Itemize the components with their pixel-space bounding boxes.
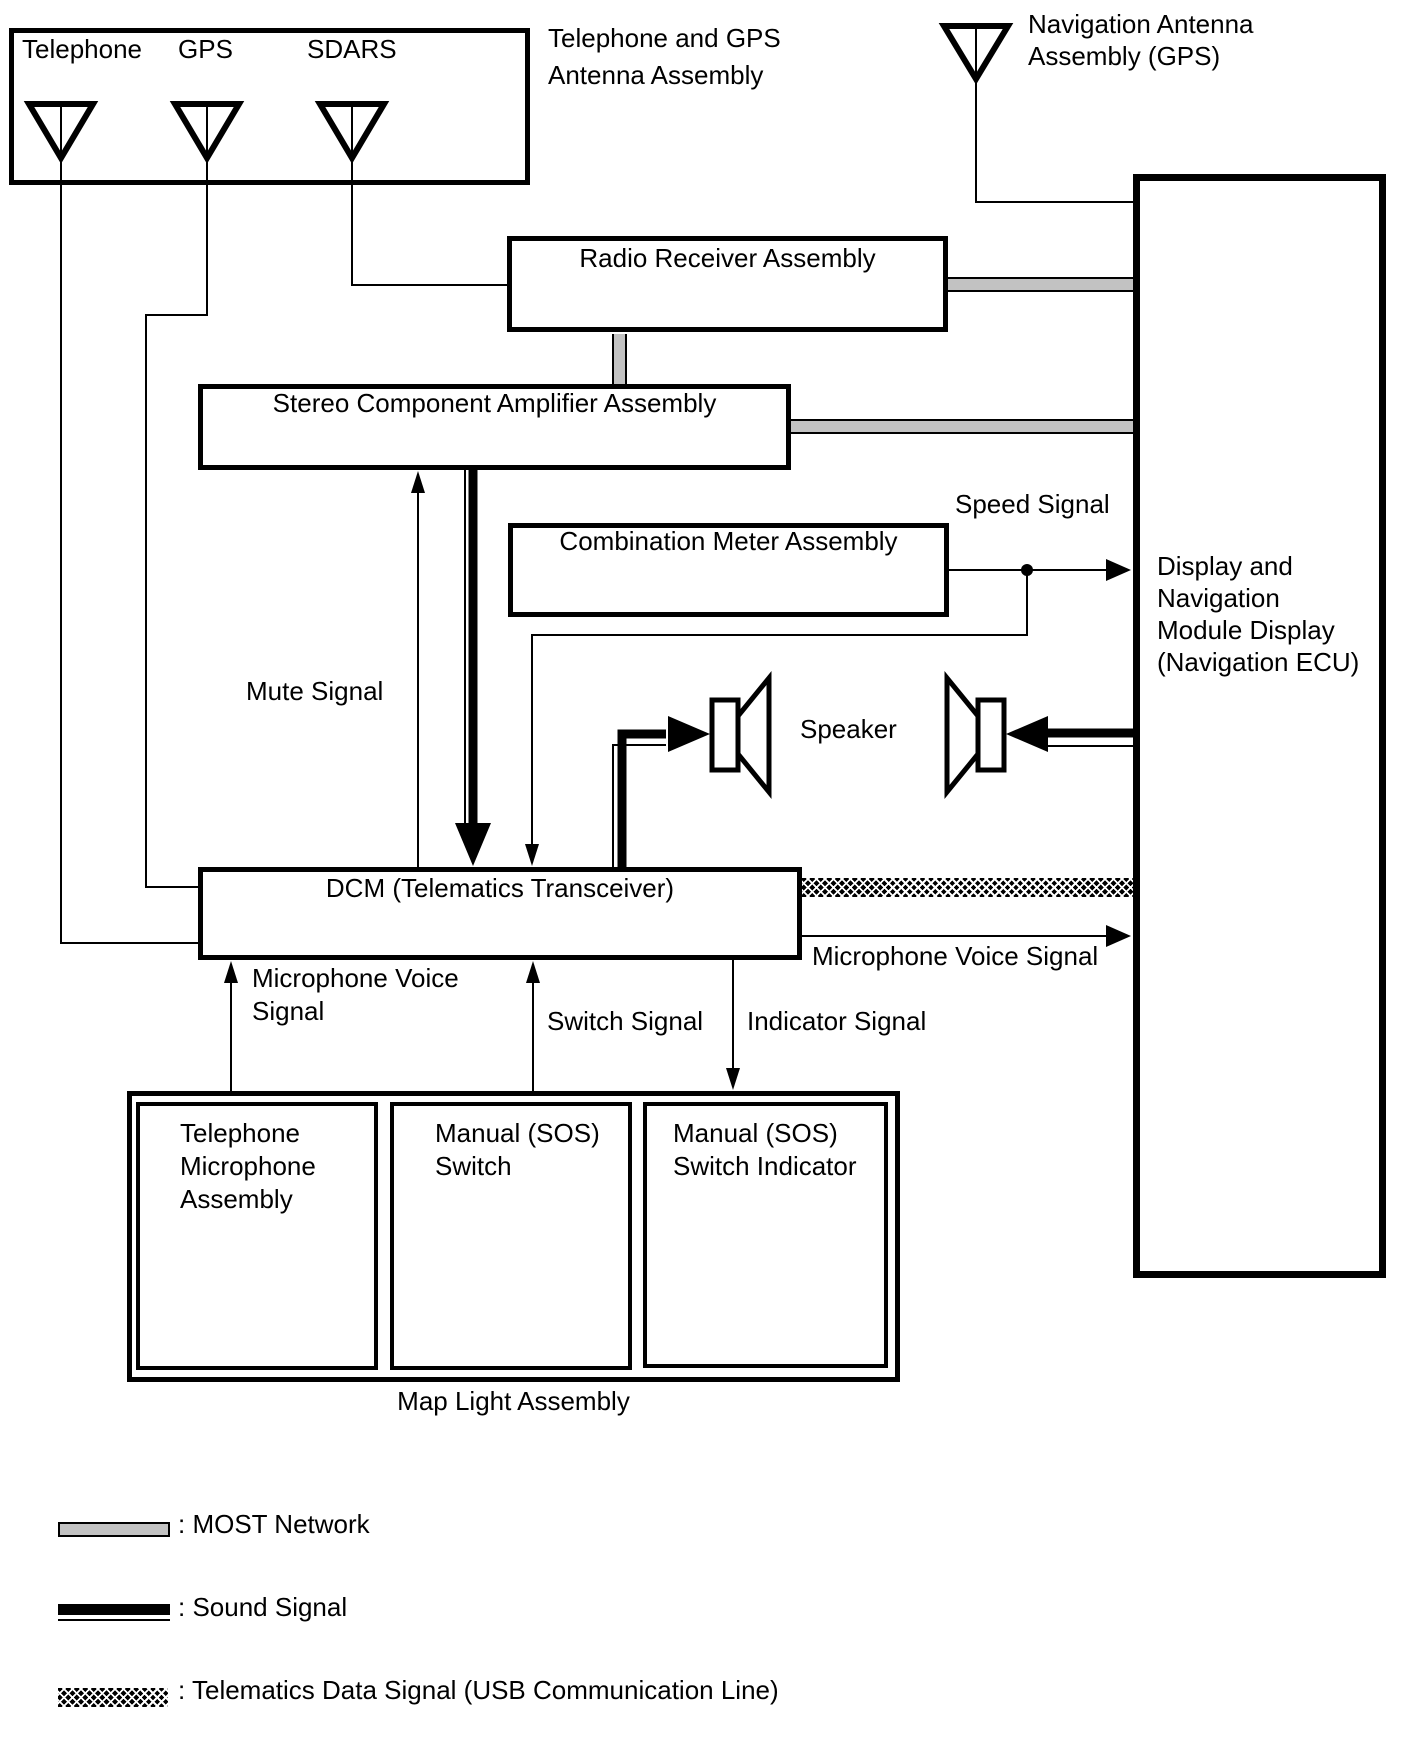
legend-most-swatch — [58, 1522, 170, 1537]
mic-voice-left-label-line2: Signal — [252, 996, 325, 1026]
right-speaker-cone-icon — [947, 678, 978, 792]
stereo-amplifier-title: Stereo Component Amplifier Assembly — [272, 388, 717, 418]
telephone-microphone-label — [180, 1117, 316, 1216]
navigation-antenna-caption-line2: Assembly (GPS) — [1028, 41, 1221, 71]
left-speaker-cone-icon — [738, 678, 769, 792]
navigation-ecu-title-line2: Navigation — [1157, 583, 1280, 613]
navigation-ecu-title-line4: (Navigation ECU) — [1157, 647, 1360, 677]
sound-dcm-speaker-thick-line — [622, 734, 666, 867]
navigation-antenna-caption — [1028, 8, 1254, 72]
antenna-assembly-caption-line2: Antenna Assembly — [548, 60, 764, 90]
legend-most-label: : MOST Network — [178, 1509, 370, 1539]
speaker-label: Speaker — [800, 714, 897, 744]
gps-antenna-label: GPS — [178, 34, 233, 64]
navigation-ecu-title-line3: Module Display — [1157, 615, 1335, 645]
antenna-assembly-caption-line1: Telephone and GPS — [548, 23, 781, 53]
telematics-data-link-dcm-to-navecu — [802, 878, 1133, 897]
dcm-title: DCM (Telematics Transceiver) — [325, 873, 675, 903]
telephone-antenna-label: Telephone — [22, 34, 142, 64]
navigation-ecu-title-line1: Display and — [1157, 551, 1293, 581]
legend-telematics-label: : Telematics Data Signal (USB Communication Line) — [178, 1675, 779, 1705]
sos-switch-indicator-label-line2: Switch Indicator — [673, 1151, 857, 1181]
legend-sound-swatch-thick — [58, 1604, 170, 1615]
navigation-antenna-icon — [944, 26, 1008, 79]
mute-signal-arrowhead — [411, 471, 425, 493]
speed-signal-arrowhead — [1106, 559, 1131, 581]
speed-signal-label: Speed Signal — [955, 489, 1110, 519]
gps-antenna-line — [146, 106, 207, 887]
telephone-microphone-label-line1: Telephone — [180, 1118, 300, 1148]
speed-branch-arrowhead — [525, 844, 539, 866]
sound-dcm-speaker-arrowhead — [668, 716, 710, 752]
mic-voice-left-arrowhead — [224, 961, 238, 983]
sos-switch-label-line2: Switch — [435, 1151, 512, 1181]
legend-sound-swatch-thin — [58, 1619, 170, 1621]
sos-switch-indicator-label — [673, 1117, 857, 1183]
mic-voice-right-label: Microphone Voice Signal — [812, 941, 1099, 971]
mute-signal-label: Mute Signal — [246, 676, 384, 706]
mic-voice-left-label-line1: Microphone Voice — [252, 963, 459, 993]
sound-amp-dcm-arrowhead — [455, 823, 491, 866]
navigation-antenna-caption-line1: Navigation Antenna — [1028, 9, 1254, 39]
right-speaker-driver-icon — [978, 700, 1004, 770]
radio-receiver-title: Radio Receiver Assembly — [579, 243, 876, 273]
sound-navecu-speaker-arrowhead — [1006, 716, 1048, 752]
sos-switch-label — [435, 1117, 600, 1183]
indicator-signal-arrowhead — [726, 1068, 740, 1090]
speed-signal-junction-dot — [1021, 564, 1033, 576]
navigation-ecu-box — [1133, 174, 1386, 1278]
legend-sound-label: : Sound Signal — [178, 1592, 348, 1622]
left-speaker-driver-icon — [712, 700, 738, 770]
sos-switch-indicator-label-line1: Manual (SOS) — [673, 1118, 838, 1148]
mic-voice-right-arrowhead — [1106, 925, 1131, 947]
most-link-amplifier-to-navecu — [791, 419, 1133, 434]
telephone-microphone-label-line2: Microphone — [180, 1151, 316, 1181]
telephone-antenna-line — [61, 106, 198, 943]
antenna-assembly-caption — [548, 20, 781, 94]
most-link-radio-to-amplifier — [612, 334, 627, 384]
sound-dcm-speaker-thin-line — [613, 745, 666, 867]
legend-telematics-swatch — [58, 1688, 168, 1707]
switch-signal-label: Switch Signal — [547, 1006, 704, 1036]
telephone-microphone-label-line3: Assembly — [180, 1184, 293, 1214]
sos-switch-label-line1: Manual (SOS) — [435, 1118, 600, 1148]
most-link-radio-to-navecu — [948, 277, 1133, 292]
mic-voice-left-label — [252, 962, 459, 1028]
combination-meter-title: Combination Meter Assembly — [559, 526, 898, 556]
indicator-signal-label: Indicator Signal — [747, 1006, 927, 1036]
map-light-assembly-caption: Map Light Assembly — [397, 1386, 630, 1416]
navigation-ecu-title — [1157, 550, 1359, 678]
sdars-antenna-label: SDARS — [307, 34, 397, 64]
switch-signal-arrowhead — [526, 961, 540, 983]
